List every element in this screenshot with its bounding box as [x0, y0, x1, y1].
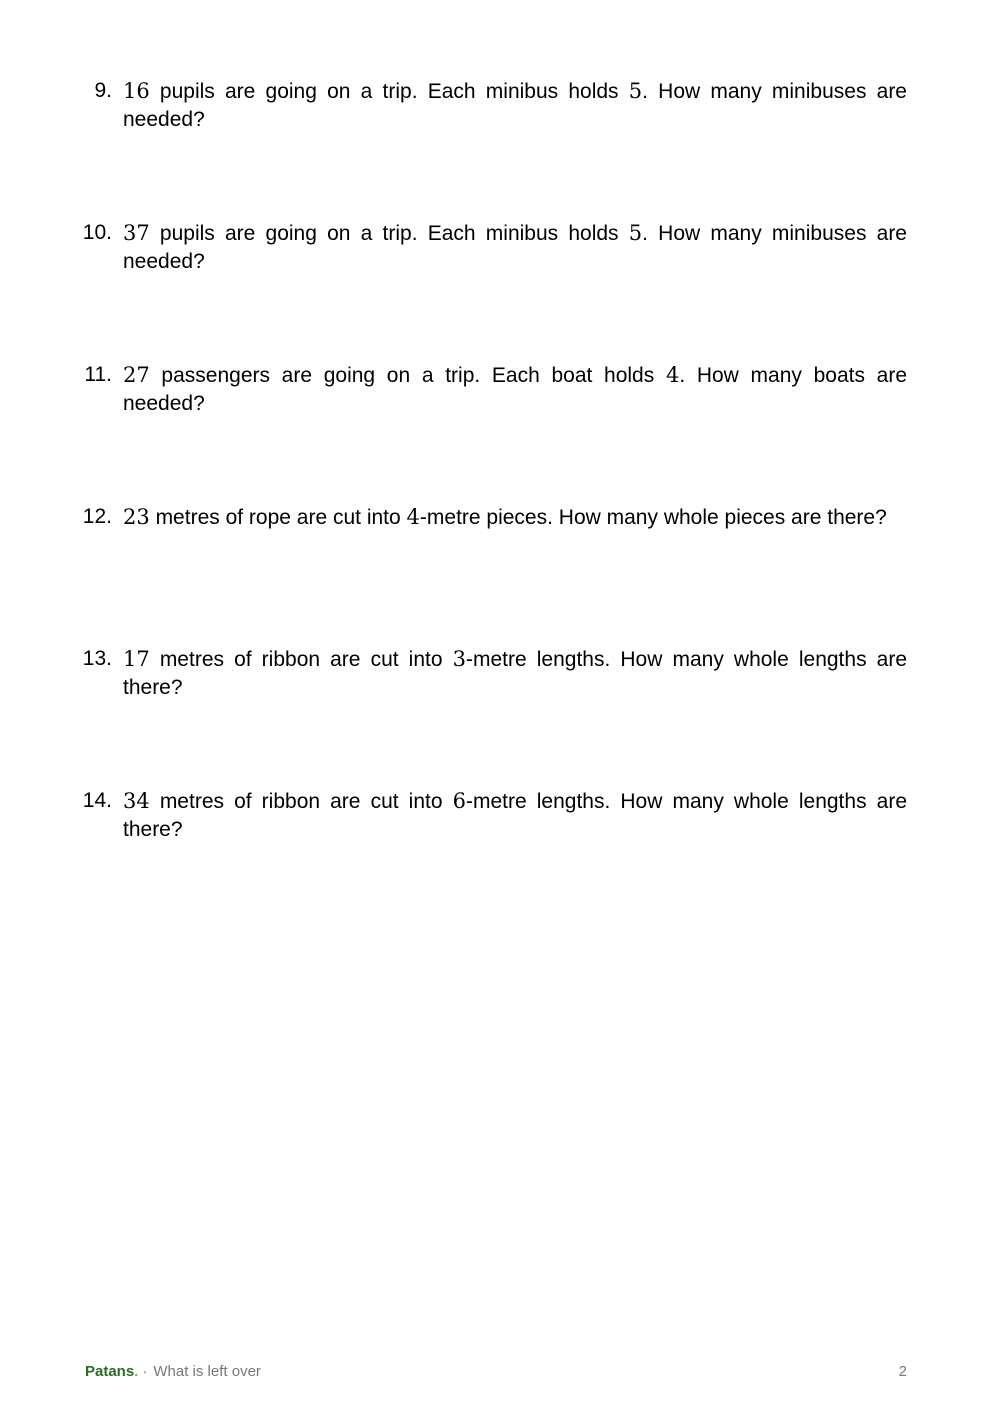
question-value: 4 [665, 363, 680, 387]
question-text-part: metres of ribbon are cut into [149, 790, 453, 813]
question-value: 5 [628, 79, 643, 103]
question-text-part: . How many boats are needed? [123, 364, 907, 415]
question-text [123, 645, 907, 702]
question-text-part: . How many minibuses are needed? [123, 80, 907, 131]
question-number: 12. [82, 505, 112, 528]
question-value: 3 [452, 647, 466, 671]
question-text-part: -metre lengths. How many whole lengths are there? [123, 648, 907, 699]
question-text [123, 219, 907, 276]
question-text-part: metres of ribbon are cut into [149, 648, 453, 671]
question-number: 10. [82, 221, 112, 244]
question-number: 11. [84, 363, 112, 386]
question-text-part: passengers are going on a trip. Each boat holds [149, 364, 666, 387]
question-text-part: -metre lengths. How many whole lengths are there? [123, 790, 907, 841]
brand-name: Patans [85, 1363, 135, 1380]
question-lead-number: 17 [123, 647, 150, 671]
question-value: 4 [406, 505, 420, 529]
question-text [123, 361, 907, 418]
question-number: 9. [94, 79, 112, 102]
question-lead-number: 23 [123, 505, 150, 529]
brand-dot: . [134, 1363, 139, 1380]
worksheet-title: What is left over [153, 1363, 261, 1380]
question-text-part: -metre pieces. How many whole pieces are there? [419, 506, 887, 529]
question-text-part: pupils are going on a trip. Each minibus holds [149, 80, 629, 103]
page-number: 2 [898, 1363, 907, 1380]
question-value: 6 [452, 789, 466, 813]
question-lead-number: 34 [123, 789, 150, 813]
question-lead-number: 16 [123, 79, 150, 103]
question-text-part: metres of rope are cut into [149, 506, 407, 529]
question-text-part: . How many minibuses are needed? [123, 222, 907, 273]
question-lead-number: 37 [123, 221, 150, 245]
question-text [123, 787, 907, 844]
footer-separator: · [142, 1363, 148, 1380]
question-text [123, 503, 907, 532]
question-lead-number: 27 [123, 363, 150, 387]
page-footer [85, 1362, 907, 1382]
question-text-part: pupils are going on a trip. Each minibus holds [149, 222, 629, 245]
question-text [123, 77, 907, 134]
question-number: 13. [82, 647, 112, 670]
question-number: 14. [82, 789, 112, 812]
question-value: 5 [628, 221, 643, 245]
